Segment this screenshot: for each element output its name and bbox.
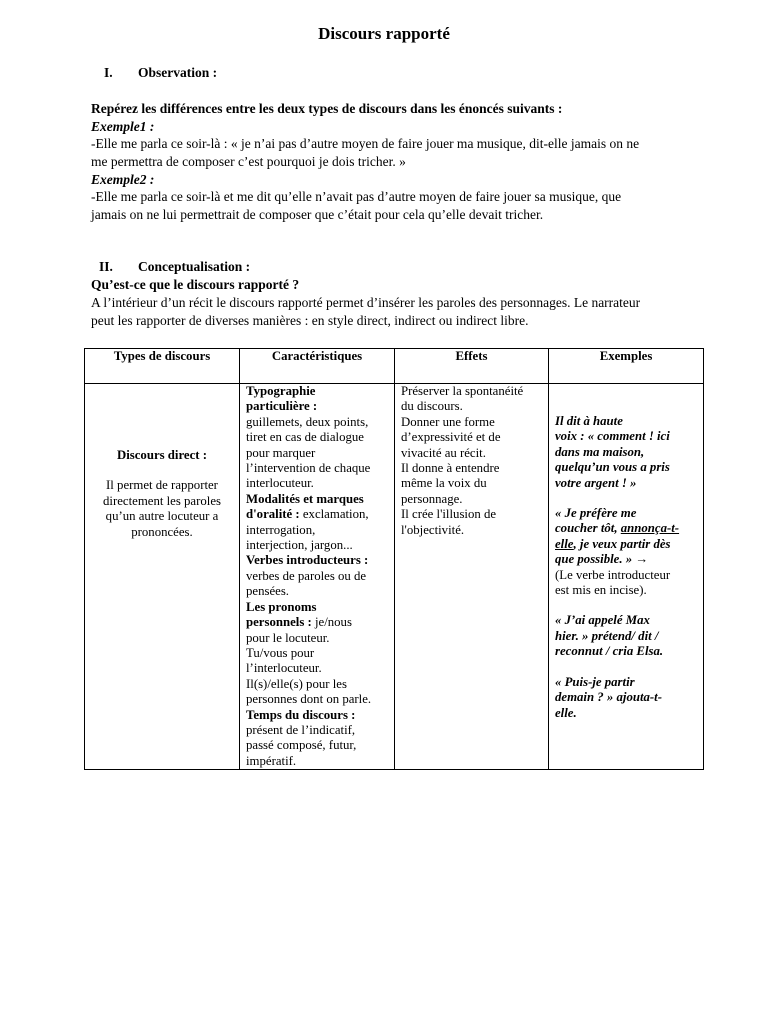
pronouns-text: Il(s)/elle(s) pour les — [246, 676, 347, 691]
example-line: hier. » prétend/ dit / — [555, 628, 659, 643]
example-line: « Je préfère me — [555, 506, 637, 521]
example1-label: Exemple1 : — [91, 119, 155, 134]
example-line: reconnut / cria Elsa. — [555, 644, 664, 659]
table-header-cell: Effets — [395, 349, 549, 384]
example-note: (Le verbe introducteur — [555, 567, 671, 582]
pronouns-text: pour le locuteur. — [246, 630, 330, 645]
tense-text: présent de l’indicatif, — [246, 722, 356, 737]
example-line: dans ma maison, — [555, 444, 645, 459]
pronouns-text: Tu/vous pour — [246, 645, 315, 660]
effect-line: du discours. — [401, 399, 463, 414]
pronouns-text: personnes dont on parle. — [246, 692, 372, 707]
definition-line: prononcées. — [131, 524, 193, 539]
effect-line: Préserver la spontanéité — [401, 384, 524, 398]
definition-line: qu’un autre locuteur a — [105, 509, 219, 524]
effect-line: Il crée l'illusion de — [401, 507, 497, 522]
table-header-cell: Types de discours — [85, 349, 240, 384]
pronouns-line — [246, 615, 390, 630]
example2-line: jamais on ne lui permettrait de composer que c’était pour cela qu’elle devait tricher. — [91, 207, 544, 222]
example-underlined: elle — [555, 536, 574, 551]
table-row — [85, 384, 704, 770]
pronouns-label: personnels : — [246, 615, 312, 630]
discours-table — [84, 348, 704, 770]
effect-line: d’expressivité et de — [401, 430, 501, 445]
modality-text: interjection, jargon... — [246, 538, 353, 553]
example-line: quelqu’un vous a pris — [555, 460, 670, 475]
effect-line: même la voix du — [401, 476, 487, 491]
example-underlined: annonça-t- — [620, 521, 680, 536]
example-line: Il dit à haute — [555, 414, 623, 428]
example-line: elle. — [555, 705, 577, 720]
effects-cell — [395, 384, 549, 770]
typography-text: interlocuteur. — [246, 476, 314, 491]
section-number: I. — [104, 65, 113, 80]
example-line: « Puis-je partir — [555, 674, 635, 689]
pronouns-text: l’interlocuteur. — [246, 661, 322, 676]
section-number: II. — [99, 259, 113, 274]
verbs-text: verbes de paroles ou de — [246, 568, 367, 583]
typography-text: l’intervention de chaque — [246, 461, 371, 476]
verbs-label: Verbes introducteurs : — [246, 553, 369, 568]
effect-line: personnage. — [401, 491, 463, 506]
tense-label: Temps du discours : — [246, 707, 356, 722]
example-line: demain ? » ajouta-t- — [555, 690, 662, 705]
modality-label: Modalités et marques — [246, 491, 364, 506]
section-title: Observation : — [138, 65, 218, 80]
modality-line — [246, 507, 390, 522]
spacer — [555, 660, 697, 675]
tense-text: passé composé, futur, — [246, 738, 357, 753]
typography-text: guillemets, deux points, — [246, 414, 369, 429]
effect-line: l'objectivité. — [401, 522, 465, 537]
modality-label: d'oralité : — [246, 507, 300, 522]
spacer — [555, 491, 697, 506]
type-definition — [85, 478, 239, 540]
effect-line: Donner une forme — [401, 414, 495, 429]
example-text: , je veux partir dès — [573, 536, 671, 551]
modality-text: interrogation, — [246, 522, 316, 537]
document-title: Discours rapporté — [318, 24, 450, 43]
verbs-text: pensées. — [246, 584, 289, 599]
example-line — [555, 537, 697, 552]
definition-line: Il permet de rapporter — [106, 478, 218, 493]
table-header-cell: Exemples — [549, 349, 704, 384]
type-cell — [85, 384, 240, 770]
spacer — [555, 598, 697, 613]
example-line — [555, 521, 697, 536]
typography-label: particulière : — [246, 399, 318, 414]
definition-line: directement les paroles — [103, 493, 221, 508]
section-title: Conceptualisation : — [138, 259, 251, 274]
typography-label: Typographie — [246, 384, 316, 398]
pronouns-text: je/nous — [311, 615, 352, 630]
type-title: Discours direct : — [116, 448, 208, 462]
example-line: votre argent ! » — [555, 475, 637, 490]
question-text: Qu’est-ce que le discours rapporté ? — [91, 277, 300, 292]
example-text: coucher tôt, — [555, 521, 621, 536]
example-line: « J’ai appelé Max — [555, 613, 650, 628]
characteristics-cell — [240, 384, 395, 770]
example1-line: -Elle me parla ce soir-là : « je n’ai pas d’autre moyen de faire jouer ma musique, dit-elle jamais on ne — [91, 136, 640, 151]
section-heading-conceptualisation — [99, 259, 250, 275]
example-line: que possible. » → — [555, 552, 649, 567]
table-header-cell: Caractéristiques — [240, 349, 395, 384]
example-line: voix : « comment ! ici — [555, 429, 670, 444]
examples-cell — [549, 384, 704, 770]
typography-text: tiret en cas de dialogue — [246, 430, 364, 445]
typography-text: pour marquer — [246, 445, 316, 460]
example-note: est mis en incise). — [555, 583, 647, 598]
instruction-text: Repérez les différences entre les deux types de discours dans les énoncés suivants : — [91, 101, 563, 116]
intro-line: peut les rapporter de diverses manières : en style direct, indirect ou indirect libre. — [91, 313, 529, 328]
pronouns-label: Les pronoms — [246, 599, 317, 614]
effect-line: Il donne à entendre — [401, 461, 500, 476]
example2-label: Exemple2 : — [91, 172, 155, 187]
intro-line: A l’intérieur d’un récit le discours rapporté permet d’insérer les paroles des personnages. Le narrateur — [91, 295, 641, 310]
section-heading-observation — [104, 65, 217, 81]
example2-line: -Elle me parla ce soir-là et me dit qu’elle n’avait pas d’autre moyen de faire jouer sa musique, que — [91, 189, 622, 204]
example1-line: me permettra de composer c’est pourquoi je dois tricher. » — [91, 154, 406, 169]
effect-line: vivacité au récit. — [401, 445, 486, 460]
tense-text: impératif. — [246, 753, 297, 768]
spacer — [555, 384, 697, 414]
modality-text: exclamation, — [299, 507, 369, 522]
table-header-row — [85, 349, 704, 384]
